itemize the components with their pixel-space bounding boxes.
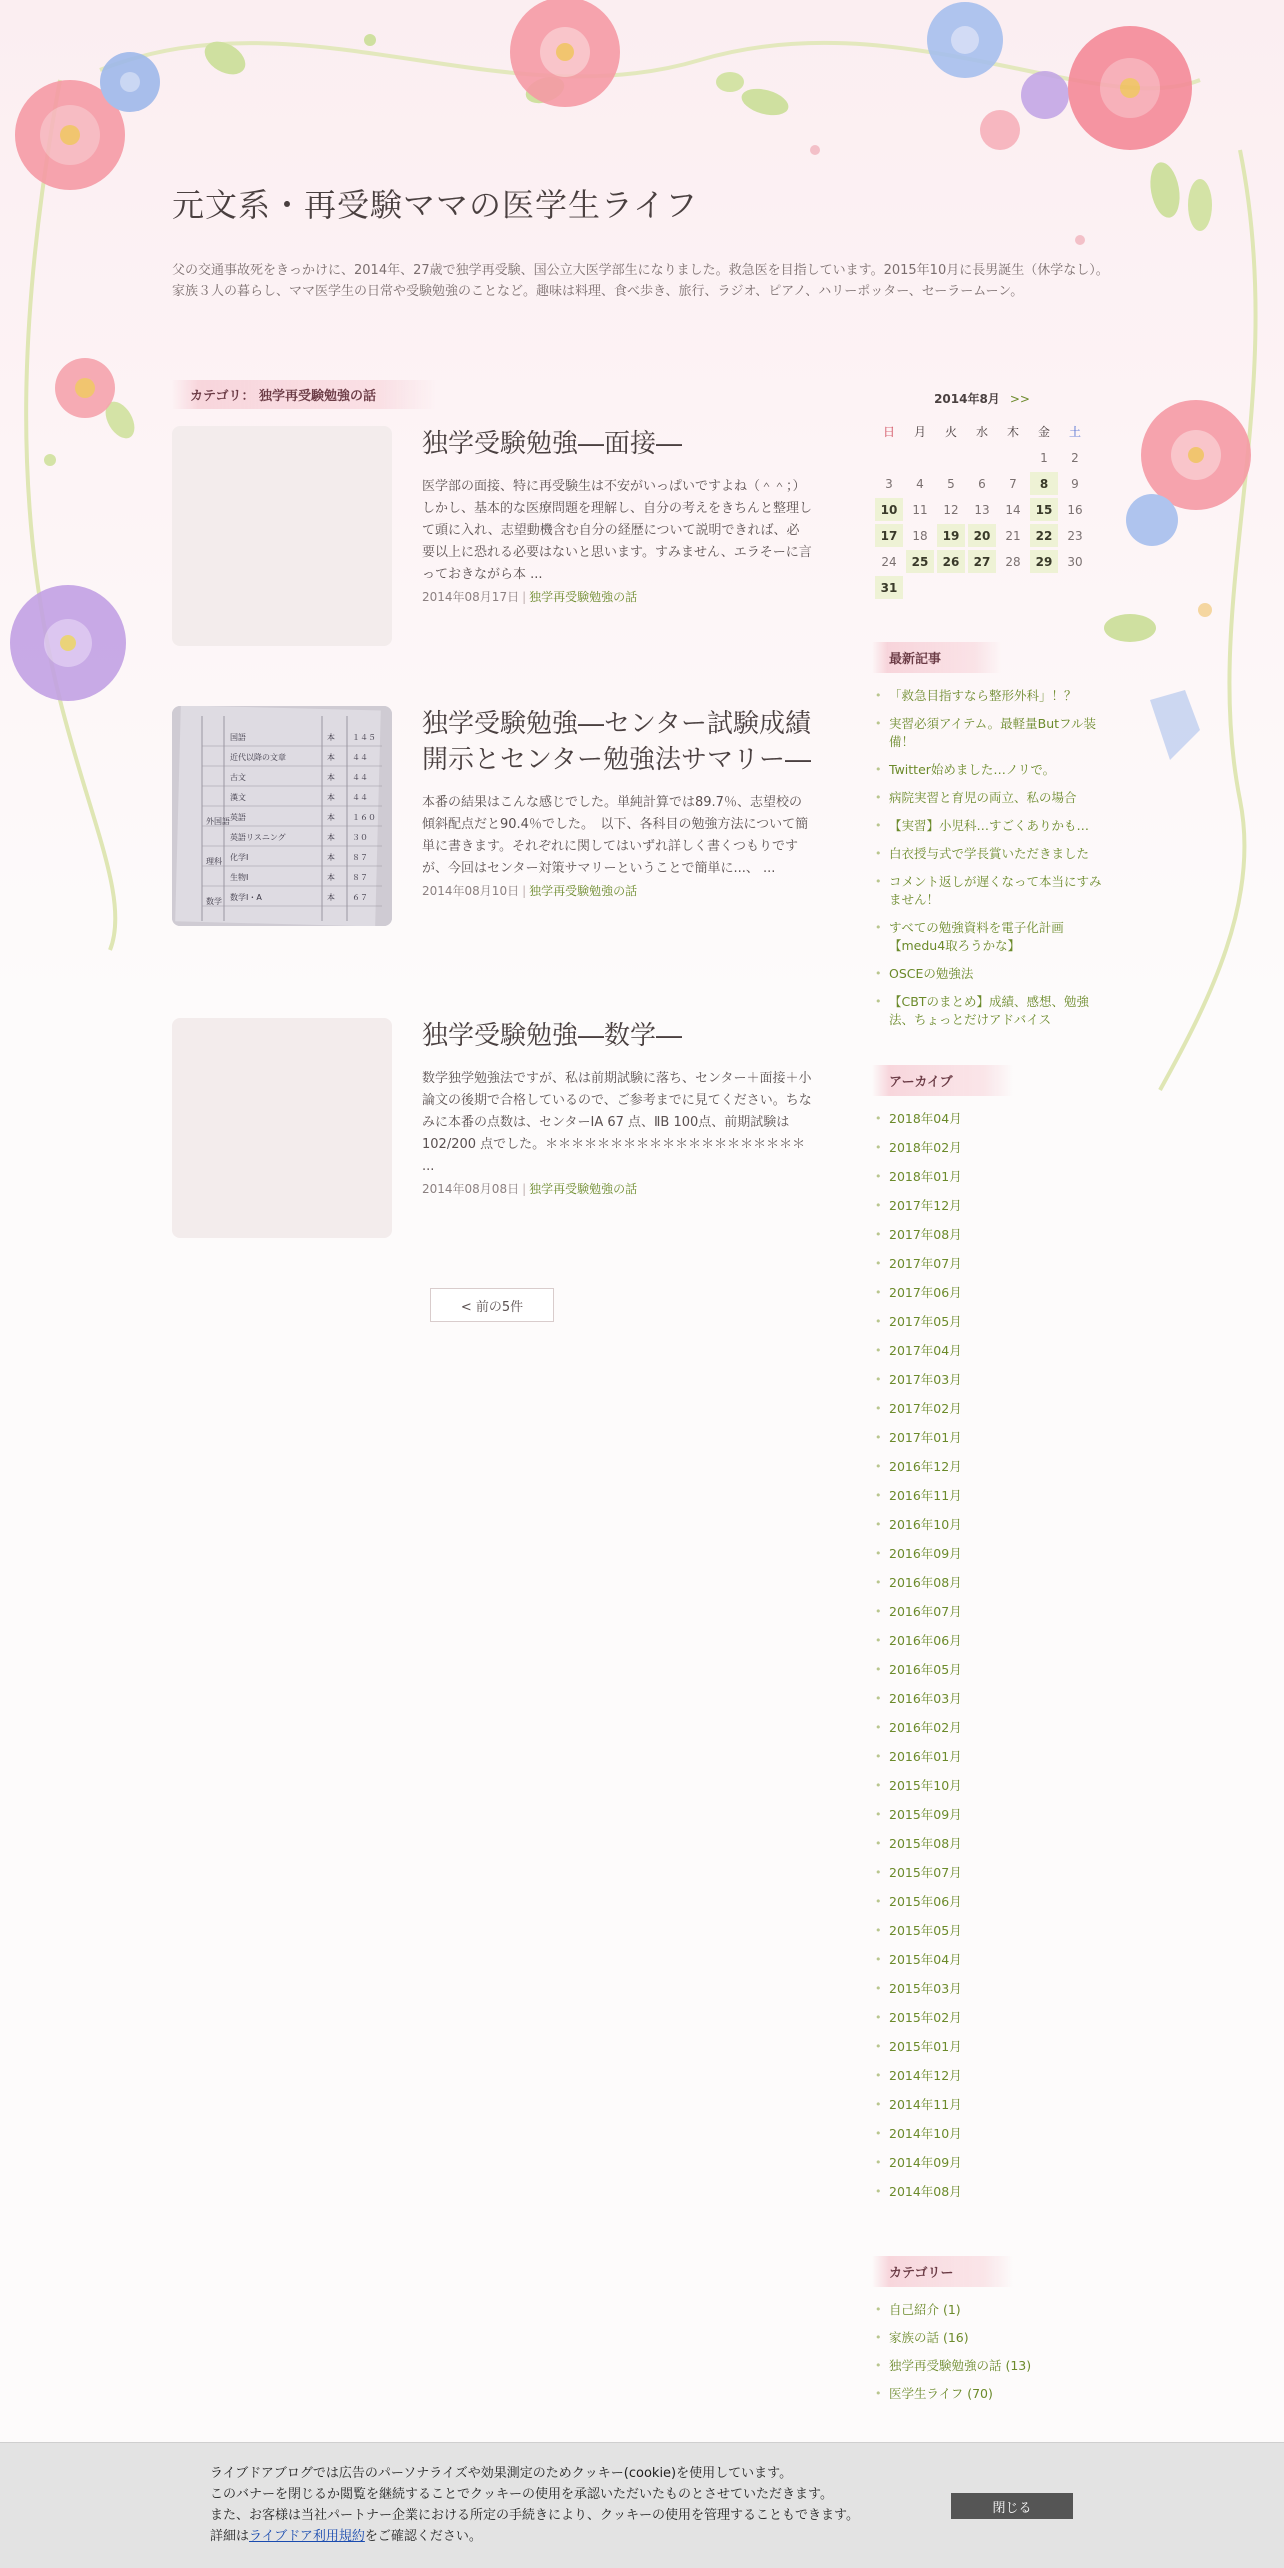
calendar-empty-cell: [999, 446, 1027, 469]
prev-page-button[interactable]: < 前の5件: [430, 1288, 554, 1322]
sheet-cell: 本: [327, 813, 335, 822]
archive-month-link[interactable]: • 2018年01月: [872, 1168, 1112, 1186]
main-content: [172, 380, 813, 1315]
archive-month-link[interactable]: • 2015年05月: [872, 1922, 1112, 1940]
cookie-close-button[interactable]: 閉じる: [951, 2493, 1073, 2519]
archive-month-link[interactable]: • 2017年02月: [872, 1400, 1112, 1418]
archive-month-link[interactable]: • 2015年06月: [872, 1893, 1112, 1911]
recent-post-link[interactable]: • 病院実習と育児の両立、私の場合: [872, 789, 1112, 807]
categories-list: [872, 2301, 1122, 2403]
archive-month-link[interactable]: • 2015年08月: [872, 1835, 1112, 1853]
archive-month-link[interactable]: • 2016年06月: [872, 1632, 1112, 1650]
category-link[interactable]: • 独学再受験勉強の話 (13): [872, 2357, 1112, 2375]
sheet-cell: ８７: [352, 873, 368, 882]
archive-month-link[interactable]: • 2014年08月: [872, 2183, 1112, 2201]
calendar-weekday: 金: [1037, 425, 1050, 439]
sidebar: [872, 390, 1122, 2413]
calendar-day: 5: [947, 476, 955, 491]
archive-month-link[interactable]: • 2016年03月: [872, 1690, 1112, 1708]
archive-month-link[interactable]: • 2017年05月: [872, 1313, 1112, 1331]
calendar-day: 1: [1040, 450, 1048, 465]
post-excerpt: 数学独学勉強法ですが、私は前期試験に落ち、センター＋面接＋小論文の後期で合格しているので、ご参考までに見てください。ちなみに本番の点数は、センターⅠA 67 点、ⅡB 100点、前期試験は102/200 点でした。＊＊＊＊＊＊＊＊＊＊＊＊＊＊＊＊＊＊＊＊ ...: [422, 1071, 812, 1174]
calendar: [872, 417, 1092, 602]
sheet-cell: 本: [327, 893, 335, 902]
calendar-weekday: 木: [1006, 425, 1019, 439]
recent-posts-heading: 最新記事: [872, 642, 1001, 673]
post-category-link[interactable]: 独学再受験勉強の話: [529, 1182, 638, 1196]
sheet-cell: ４４: [352, 773, 368, 782]
archive-month-link[interactable]: • 2016年10月: [872, 1516, 1112, 1534]
post-thumbnail[interactable]: [172, 706, 392, 926]
sheet-group-label: 外国語: [206, 817, 230, 826]
sheet-cell: １４５: [352, 733, 376, 742]
archive-month-link[interactable]: • 2014年10月: [872, 2125, 1112, 2143]
calendar-day[interactable]: 25: [906, 550, 934, 573]
sheet-cell: 古文: [230, 773, 246, 782]
archive-month-link[interactable]: • 2017年01月: [872, 1429, 1112, 1447]
recent-post-link[interactable]: • Twitter始めました…ノリで。: [872, 761, 1112, 779]
post-meta: 2014年08月17日 | 独学再受験勉強の話: [422, 590, 638, 604]
calendar-title: [842, 390, 1122, 407]
archive-month-link[interactable]: • 2014年09月: [872, 2154, 1112, 2172]
sheet-cell: 国語: [230, 733, 246, 742]
calendar-empty-cell: [906, 446, 934, 469]
archive-month-link[interactable]: • 2014年11月: [872, 2096, 1112, 2114]
calendar-day[interactable]: 26: [937, 550, 965, 573]
calendar-day: 18: [912, 528, 928, 543]
site-title[interactable]: 元文系・再受験ママの医学生ライフ: [172, 186, 699, 224]
calendar-day: 23: [1067, 528, 1083, 543]
calendar-day: 16: [1067, 502, 1083, 517]
post-title[interactable]: 独学受験勉強―センター試験成績開示とセンター勉強法サマリー―: [422, 709, 811, 775]
calendar-day: 24: [881, 554, 897, 569]
sheet-cell: ４４: [352, 753, 368, 762]
recent-post-link[interactable]: • 白衣授与式で学長賞いただきました: [872, 845, 1112, 863]
cookie-line: [210, 2526, 859, 2547]
calendar-weekday: 日: [882, 425, 895, 439]
calendar-day: 21: [1005, 528, 1021, 543]
archive-month-link[interactable]: • 2018年04月: [872, 1110, 1112, 1128]
archive-month-link[interactable]: • 2015年10月: [872, 1777, 1112, 1795]
calendar-day: 28: [1005, 554, 1021, 569]
calendar-empty-cell: [875, 446, 903, 469]
calendar-day: 14: [1005, 502, 1021, 517]
calendar-day[interactable]: 22: [1030, 524, 1058, 547]
category-link[interactable]: • 自己紹介 (1): [872, 2301, 1112, 2319]
archive-month-link[interactable]: • 2018年02月: [872, 1139, 1112, 1157]
recent-post-link[interactable]: • コメント返しが遅くなって本当にすみません！: [872, 873, 1112, 909]
archive-month-link[interactable]: • 2014年12月: [872, 2067, 1112, 2085]
sheet-cell: ４４: [352, 793, 368, 802]
archive-month-link[interactable]: • 2016年07月: [872, 1603, 1112, 1621]
sheet-cell: １６０: [352, 813, 376, 822]
archive-month-link[interactable]: • 2016年11月: [872, 1487, 1112, 1505]
archive-month-link[interactable]: • 2016年12月: [872, 1458, 1112, 1476]
recent-post-link[interactable]: • OSCEの勉強法: [872, 965, 1112, 983]
calendar-empty-cell: [1030, 576, 1058, 599]
terms-link[interactable]: ライブドア利用規約: [249, 2529, 365, 2544]
archive-month-link[interactable]: • 2016年08月: [872, 1574, 1112, 1592]
recent-post-link[interactable]: • すべての勉強資料を電子化計画【medu4取ろうかな】: [872, 919, 1112, 955]
post-meta: 2014年08月08日 | 独学再受験勉強の話: [422, 1182, 638, 1196]
calendar-day[interactable]: 17: [875, 524, 903, 547]
sheet-group-label: 数学: [206, 897, 222, 906]
sheet-cell: 本: [327, 873, 335, 882]
sheet-cell: ８７: [352, 853, 368, 862]
calendar-day: 6: [978, 476, 986, 491]
archive-month-link[interactable]: • 2017年03月: [872, 1371, 1112, 1389]
sheet-cell: ３０: [352, 833, 368, 842]
archive-month-link[interactable]: • 2015年03月: [872, 1980, 1112, 1998]
calendar-day: 4: [916, 476, 924, 491]
calendar-empty-cell: [937, 446, 965, 469]
sheet-cell: 英語リスニング: [230, 833, 286, 842]
sheet-cell: 漢文: [230, 793, 246, 802]
sheet-cell: 化学Ⅰ: [230, 853, 249, 862]
calendar-day[interactable]: 20: [968, 524, 996, 547]
archive-month-link[interactable]: • 2016年05月: [872, 1661, 1112, 1679]
sheet-cell: 数学Ⅰ・A: [230, 893, 262, 902]
archive-month-link[interactable]: • 2015年01月: [872, 2038, 1112, 2056]
calendar-next-link[interactable]: >>: [1009, 392, 1030, 406]
calendar-empty-cell: [1061, 576, 1089, 599]
site-header: [172, 180, 1112, 302]
post-category-link[interactable]: 独学再受験勉強の話: [529, 590, 638, 604]
archive-month-link[interactable]: • 2017年06月: [872, 1284, 1112, 1302]
calendar-day[interactable]: 29: [1030, 550, 1058, 573]
post-category-link[interactable]: 独学再受験勉強の話: [529, 884, 638, 898]
calendar-day: 13: [974, 502, 990, 517]
post-date: 2014年08月17日: [422, 590, 520, 604]
archive-heading: アーカイブ: [872, 1065, 1013, 1096]
post-body: [422, 426, 812, 605]
sheet-cell: 生物Ⅰ: [230, 873, 249, 882]
archive-month-link[interactable]: • 2017年07月: [872, 1255, 1112, 1273]
post-body: [422, 706, 812, 899]
archive-month-link[interactable]: • 2016年09月: [872, 1545, 1112, 1563]
calendar-weekday: 月: [913, 425, 926, 439]
archive-month-link[interactable]: • 2015年09月: [872, 1806, 1112, 1824]
archive-month-link[interactable]: • 2017年08月: [872, 1226, 1112, 1244]
cookie-line: ライブドアブログでは広告のパーソナライズや効果測定のためクッキー(cookie)を使用しています。: [210, 2466, 793, 2481]
post-meta: 2014年08月10日 | 独学再受験勉強の話: [422, 884, 638, 898]
archive-month-link[interactable]: • 2015年02月: [872, 2009, 1112, 2027]
calendar-empty-cell: [968, 576, 996, 599]
archive-month-link[interactable]: • 2017年12月: [872, 1197, 1112, 1215]
score-sheet-photo: [172, 706, 392, 926]
sheet-cell: ６７: [352, 893, 368, 902]
cookie-line: また、お客様は当社パートナー企業における所定の手続きにより、クッキーの使用を管理することもできます。: [210, 2508, 859, 2523]
sheet-cell: 本: [327, 733, 335, 742]
cookie-line-suffix: をご確認ください。: [364, 2529, 482, 2544]
cookie-line-prefix: 詳細は: [210, 2529, 250, 2544]
post-thumbnail[interactable]: [172, 1018, 392, 1238]
cookie-text: [210, 2463, 859, 2547]
archive-month-link[interactable]: • 2015年04月: [872, 1951, 1112, 1969]
calendar-day: 9: [1071, 476, 1079, 491]
calendar-weekday: 土: [1068, 425, 1081, 439]
post-date: 2014年08月10日: [422, 884, 520, 898]
calendar-weekday: 火: [944, 425, 957, 439]
sheet-cell: 本: [327, 833, 335, 842]
site-description: 父の交通事故死をきっかけに、2014年、27歳で独学再受験、国公立大医学部生になりました。救急医を目指しています。2015年10月に長男誕生（休学なし）。家族３人の暮らし、ママ医学生の日常や受験勉強のことなど。趣味は料理、食べ歩き、旅行、ラジオ、ピアノ、ハリーポッター、セーラームーン。: [172, 263, 1109, 299]
calendar-day[interactable]: 15: [1030, 498, 1058, 521]
archive-month-link[interactable]: • 2015年07月: [872, 1864, 1112, 1882]
calendar-day[interactable]: 10: [875, 498, 903, 521]
post-title[interactable]: 独学受験勉強―面接―: [422, 429, 683, 459]
archive-month-link[interactable]: • 2017年04月: [872, 1342, 1112, 1360]
category-heading: カテゴリ： 独学再受験勉強の話: [172, 380, 436, 409]
post-thumbnail[interactable]: [172, 426, 392, 646]
calendar-day[interactable]: 8: [1030, 472, 1058, 495]
calendar-month: 2014年8月: [934, 392, 1000, 406]
archive-month-link[interactable]: • 2016年02月: [872, 1719, 1112, 1737]
sheet-cell: 本: [327, 853, 335, 862]
archive-month-link[interactable]: • 2016年01月: [872, 1748, 1112, 1766]
category-link[interactable]: • 家族の話 (16): [872, 2329, 1112, 2347]
calendar-day: 3: [885, 476, 893, 491]
sheet-cell: 英語: [230, 813, 246, 822]
calendar-day: 12: [943, 502, 959, 517]
sheet-cell: 本: [327, 793, 335, 802]
calendar-day[interactable]: 19: [937, 524, 965, 547]
calendar-weekday: 水: [975, 425, 988, 439]
calendar-empty-cell: [968, 446, 996, 469]
calendar-empty-cell: [906, 576, 934, 599]
sheet-cell: 本: [327, 773, 335, 782]
recent-post-link[interactable]: • 「救急目指すなら整形外科」！？: [872, 687, 1112, 705]
archive-list: [872, 1110, 1122, 2201]
recent-post-link[interactable]: • 【CBTのまとめ】成績、感想、勉強法、ちょっとだけアドバイス: [872, 993, 1112, 1029]
cookie-banner: [0, 2442, 1284, 2568]
post-date: 2014年08月08日: [422, 1182, 520, 1196]
sheet-cell: 本: [327, 753, 335, 762]
calendar-day[interactable]: 31: [875, 576, 903, 599]
calendar-day: 30: [1067, 554, 1083, 569]
post-excerpt: 本番の結果はこんな感じでした。単純計算では89.7％、志望校の傾斜配点だと90.4％でした。 以下、各科目の勉強方法について簡単に書きます。それぞれに関してはいずれ詳しく書くつもりですが、今回はセンター対策サマリーということで簡単に...、 ...: [422, 795, 809, 876]
calendar-empty-cell: [937, 576, 965, 599]
calendar-empty-cell: [999, 576, 1027, 599]
category-link[interactable]: • 医学生ライフ (70): [872, 2385, 1112, 2403]
post-excerpt: 医学部の面接、特に再受験生は不安がいっぱいですよね（＾＾；）しかし、基本的な医療問題を理解し、自分の考えをきちんと整理して頭に入れ、志望動機含む自分の経歴について説明できれば、必要以上に恐れる必要はないと思います。すみません、エラそーに言っておきながら本 ...: [422, 479, 813, 582]
calendar-day[interactable]: 27: [968, 550, 996, 573]
cookie-line: このバナーを閉じるか閲覧を継続することでクッキーの使用を承認いただいたものとさせていただきます。: [210, 2487, 833, 2502]
calendar-day: 11: [912, 502, 928, 517]
sheet-group-label: 理科: [206, 857, 222, 866]
recent-post-link[interactable]: • 実習必須アイテム。最軽量Butフル装備！: [872, 715, 1112, 751]
recent-posts-list: [872, 687, 1122, 1029]
calendar-day: 2: [1071, 450, 1079, 465]
sheet-cell: 近代以降の文章: [230, 753, 286, 762]
post-body: [422, 1018, 812, 1197]
calendar-day: 7: [1009, 476, 1017, 491]
post-title[interactable]: 独学受験勉強―数学―: [422, 1021, 683, 1051]
recent-post-link[interactable]: • 【実習】小児科…すごくありかも…: [872, 817, 1112, 835]
categories-heading: カテゴリー: [872, 2256, 1013, 2287]
